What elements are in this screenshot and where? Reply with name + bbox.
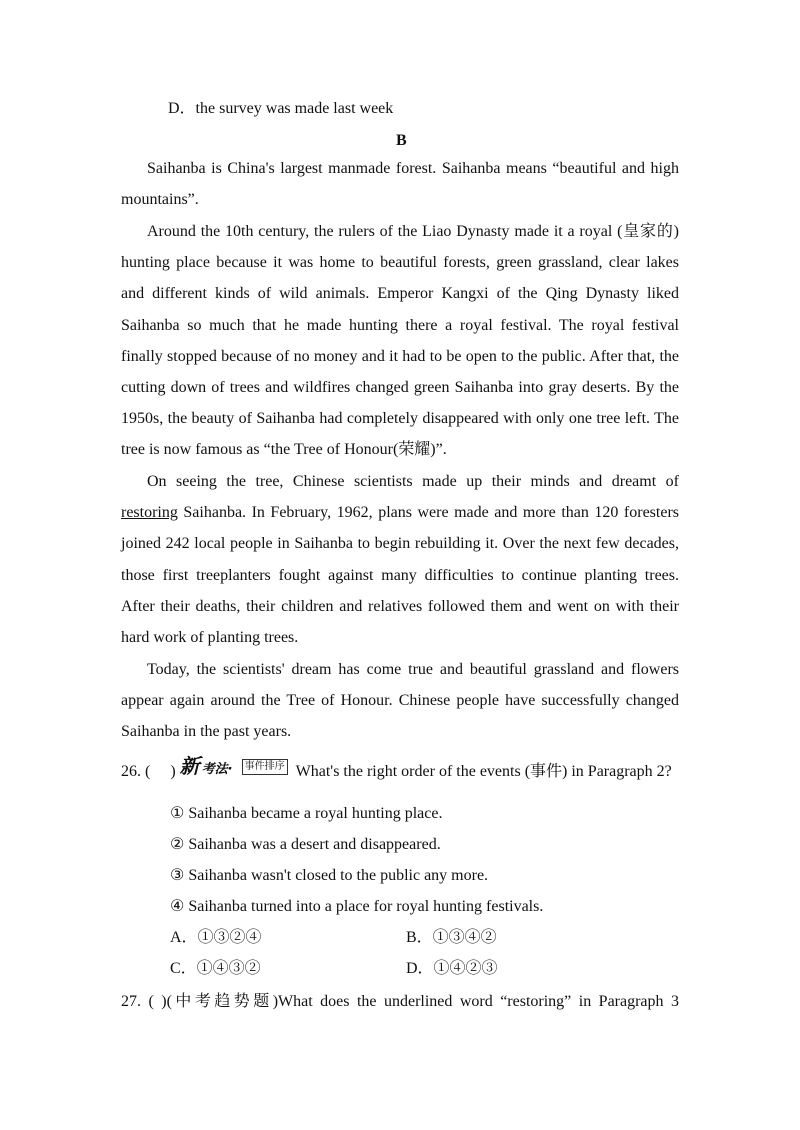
p3-line-5: After their deaths, their children and relatives followed them and went on with their [121,597,679,615]
p3-line-4: those first treeplanters fought against many difficulties to continue planting trees. [121,566,679,584]
p4-line-2: appear again around the Tree of Honour. Chinese people have successfully changed [121,692,679,710]
paragraph-1 [121,153,679,215]
p3-line-2-rest: Saihanba. In February, 1962, plans were made and more than 120 foresters [177,504,679,522]
p2-line-7: 1950s, the beauty of Saihanba had completely disappeared with only one tree left. The [121,410,679,428]
p2-line-4: Saihanba so much that he made hunting there a royal festival. The royal festival [121,316,679,334]
p1-line-2: mountains”. [121,191,199,209]
q27-line-1: 27. ( )(中考趋势题)What does the underlined word “restoring” in Paragraph 3 [121,993,679,1010]
q26-statement-3: ③ Saihanba wasn't closed to the public any more. [170,867,489,884]
q26-number: 26. ( [121,763,151,780]
p2-line-2: hunting place because it was home to beautiful forests, green grassland, clear lakes [121,254,679,272]
p2-line-1: Around the 10th century, the rulers of the Liao Dynasty made it a royal (皇家的) [147,223,679,240]
new-method-badge [179,754,290,779]
q26-statement-1: ① Saihanba became a royal hunting place. [170,805,443,822]
p3-line-3: joined 242 local people in Saihanba to begin rebuilding it. Over the next few decades, [121,535,679,553]
question-26 [121,754,672,782]
paragraph-2 [121,216,679,466]
prev-question-option-d: D．the survey was made last week [168,100,394,117]
p3-line-6: hard work of planting trees. [121,629,299,647]
underlined-word-restoring: restoring [121,504,178,522]
p2-line-3: and different kinds of wild animals. Emperor Kangxi of the Qing Dynasty liked [121,285,679,303]
p2-line-6: cutting down of trees and wildfires changed green Saihanba into gray deserts. By the [121,379,679,397]
badge-event-order-box: 事件排序 [242,759,288,775]
badge-new-char: 新 [179,754,200,779]
question-27 [121,986,679,1017]
q26-option-c[interactable]: C．①④③② [170,960,261,977]
paragraph-3 [121,466,679,653]
p3-line-1: On seeing the tree, Chinese scientists made up their minds and dreamt of [147,473,679,490]
q26-question-text: What's the right order of the events (事件) in Paragraph 2? [295,763,672,780]
p1-line-1: Saihanba is China's largest manmade forest. Saihanba means “beautiful and high [147,160,679,177]
p4-line-3: Saihanba in the past years. [121,723,292,741]
q26-option-a[interactable]: A．①③②④ [170,929,262,946]
p3-line-2 [121,497,679,528]
q26-statement-4: ④ Saihanba turned into a place for royal hunting festivals. [170,898,544,915]
p2-line-8: tree is now famous as “the Tree of Honour(荣耀)”. [121,441,447,459]
section-label: B [396,132,407,149]
q26-statement-2: ② Saihanba was a desert and disappeared. [170,836,441,853]
badge-method-text: 考法· [201,762,233,778]
q26-option-d[interactable]: D．①④②③ [406,960,498,977]
p2-line-5: finally stopped because of no money and it had to be open to the public. After that, the [121,347,679,365]
p4-line-1: Today, the scientists' dream has come true and beautiful grassland and flowers [147,661,679,678]
q26-paren-close: ) [170,763,176,780]
q26-option-b[interactable]: B．①③④② [406,929,497,946]
paragraph-4 [121,654,679,748]
